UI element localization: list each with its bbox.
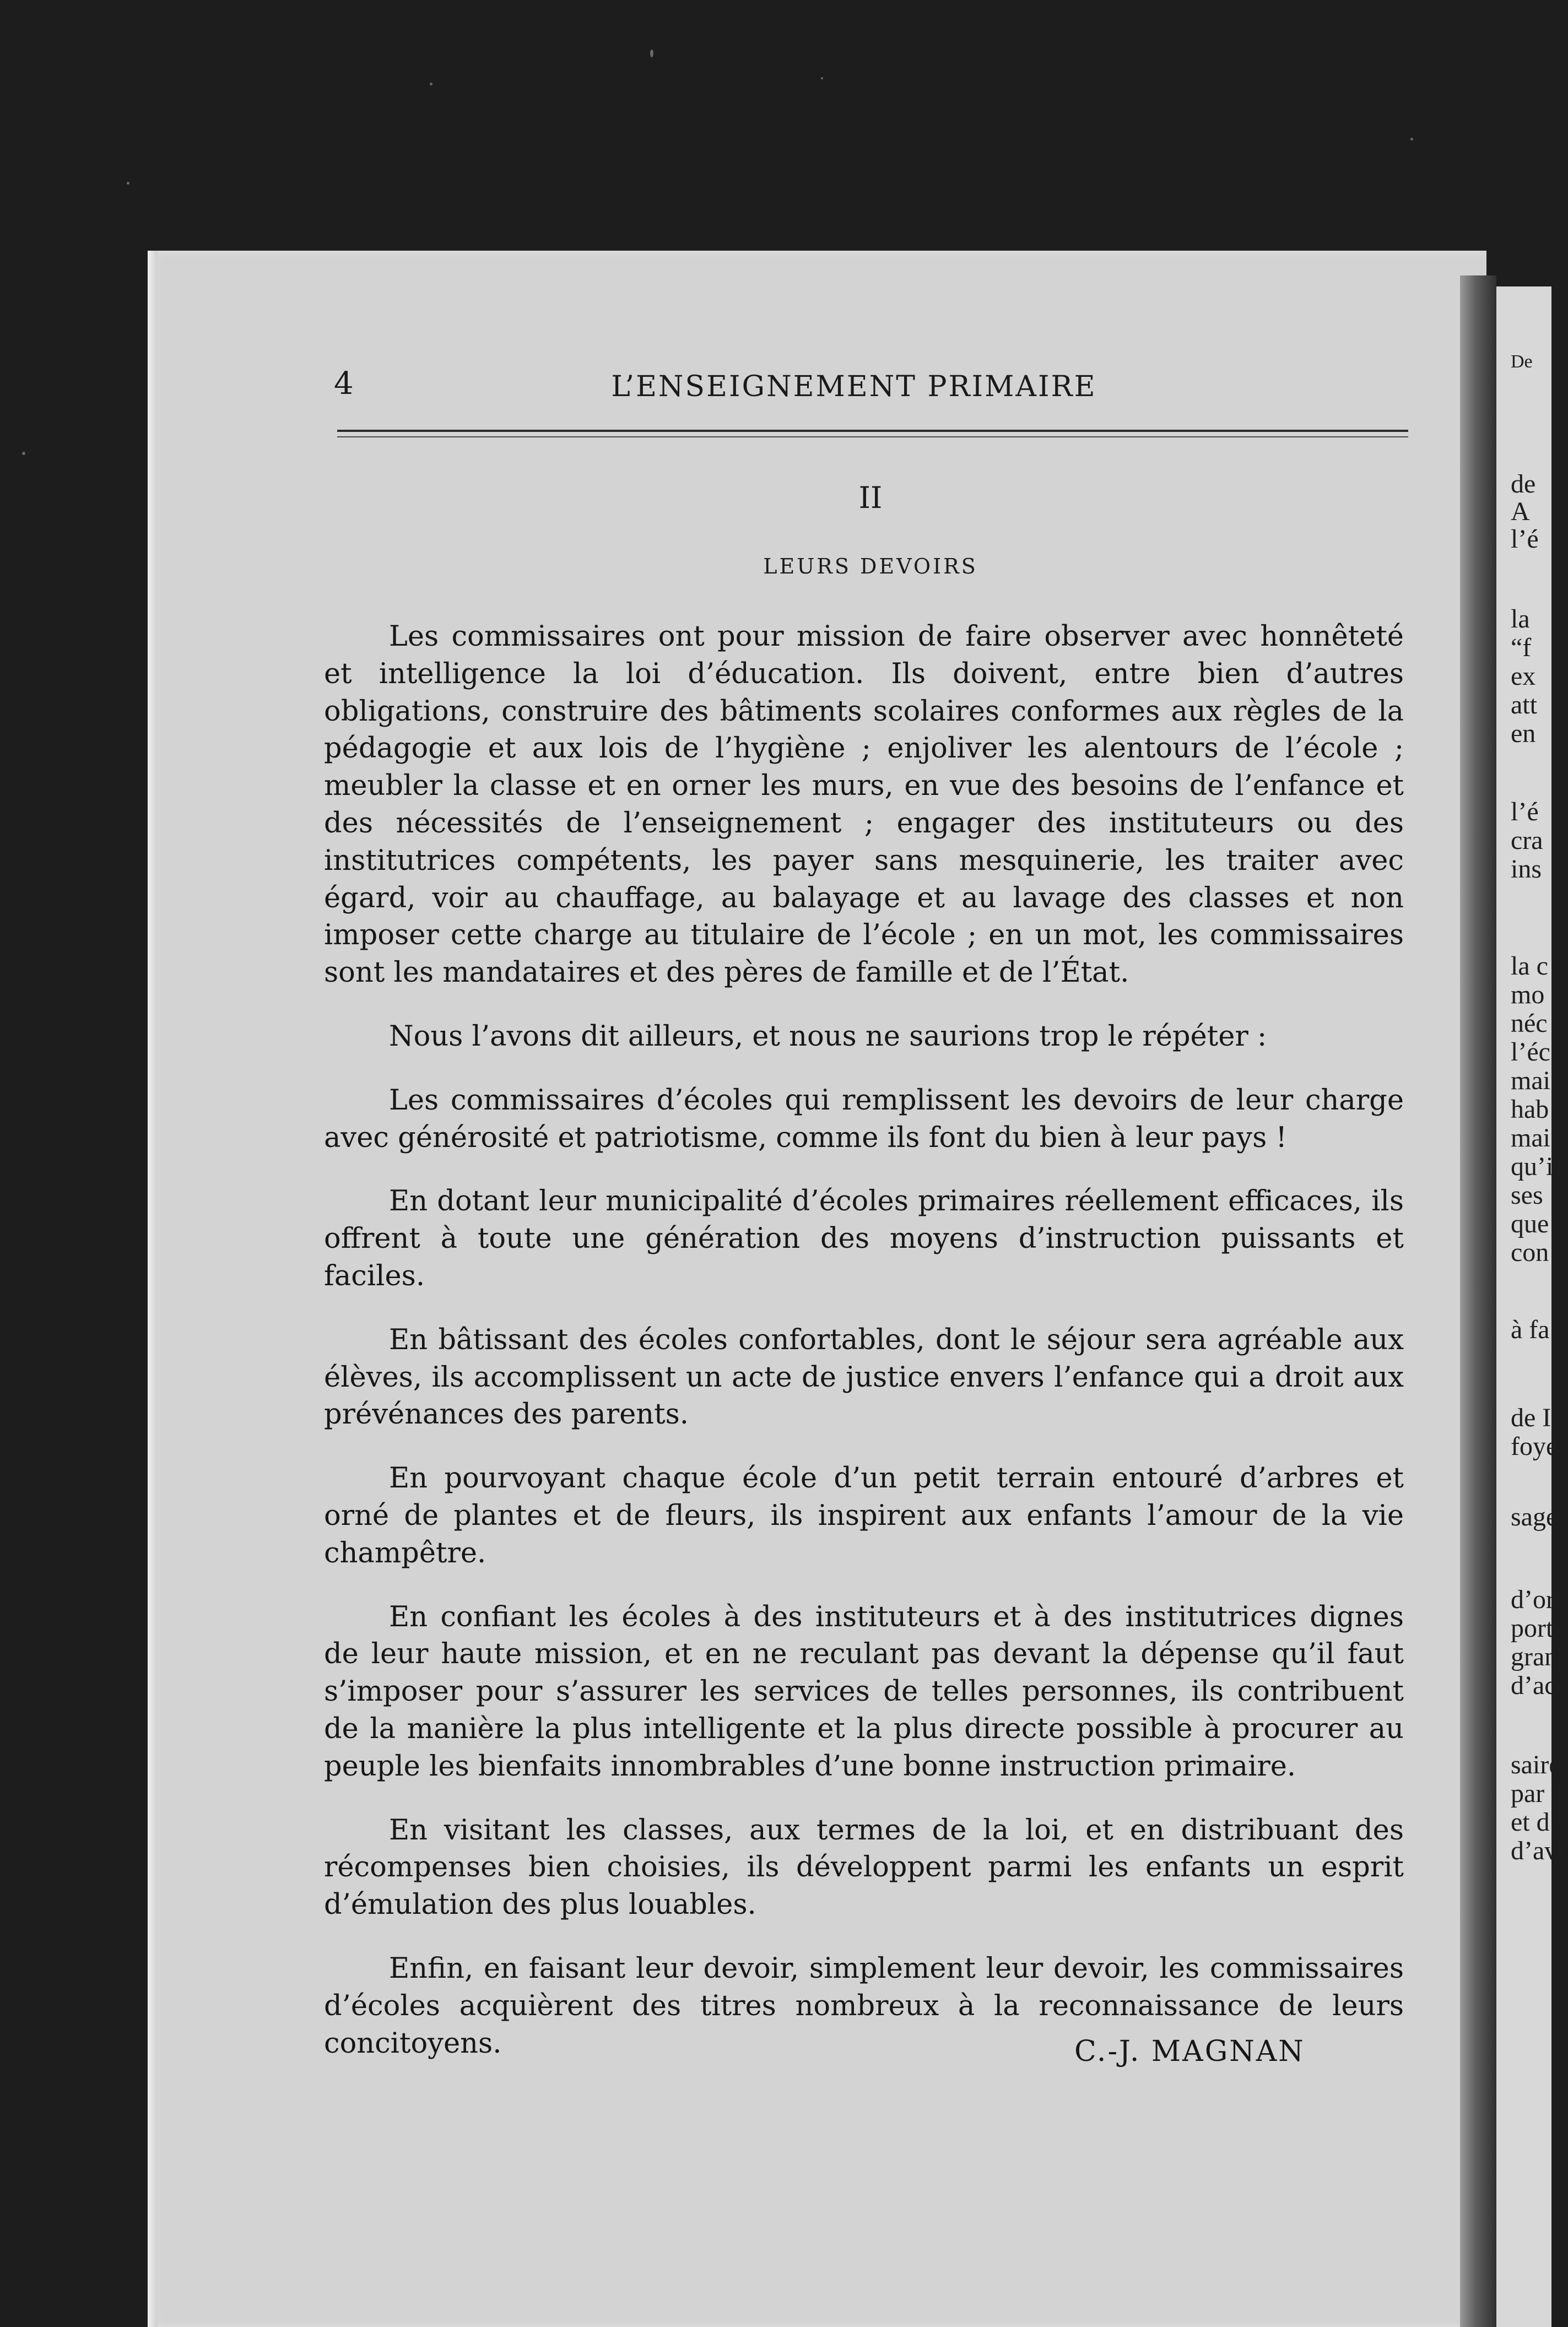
body-text [324, 618, 1404, 2088]
page-number: 4 [334, 366, 354, 402]
facing-page-fragment: saire [1511, 1750, 1561, 1779]
facing-page-fragment: que [1511, 1209, 1549, 1238]
facing-page-fragment: de I [1511, 1403, 1551, 1432]
scan-speck [821, 77, 823, 79]
paragraph: Les commissaires d’écoles qui remplissent les devoirs de leur charge avec générosité et patriotisme, comme ils font du bien à leur pays ! [324, 1084, 1404, 1154]
book-gutter [1460, 275, 1496, 2327]
facing-page-fragment: à fa [1511, 1315, 1550, 1344]
paragraph: En bâtissant des écoles confortables, dont le séjour sera agréable aux élèves, ils accomplissent un acte de justice envers l’enfance qui a droit aux prévénances des parents. [324, 1323, 1404, 1431]
paragraph: En visitant les classes, aux termes de la loi, et en distribuant des récompenses bien choisies, ils développent parmi les enfants un esprit d’émulation des plus louables. [324, 1814, 1404, 1922]
facing-page-fragment: de [1511, 469, 1536, 499]
facing-page-fragment: l’é [1511, 524, 1539, 554]
facing-page-fragment: ins [1511, 854, 1542, 884]
facing-page-fragment: att [1511, 690, 1537, 719]
facing-page-fragment: foye [1511, 1432, 1558, 1461]
facing-page-fragment: en [1511, 719, 1536, 748]
facing-page-fragment: l’é [1511, 797, 1539, 826]
facing-page-fragment: hab [1511, 1095, 1549, 1124]
facing-page-fragment: ex [1511, 662, 1536, 691]
facing-page-fragment: sage [1511, 1502, 1558, 1532]
paragraph: En dotant leur municipalité d’écoles primaires réellement efficaces, ils offrent à toute une génération des moyens d’instruction puissants et faciles. [324, 1185, 1404, 1292]
facing-page-fragment: néc [1511, 1009, 1548, 1038]
paragraph: Nous l’avons dit ailleurs, et nous ne saurions trop le répéter : [389, 1020, 1267, 1053]
section-title: LEURS DEVOIRS [763, 554, 978, 578]
author-signature: C.-J. MAGNAN [1074, 2035, 1305, 2068]
facing-page-fragment: mai [1511, 1066, 1550, 1095]
scan-speck [1410, 138, 1413, 140]
header-rule-thin [337, 436, 1408, 437]
scan-speck [22, 452, 25, 455]
paragraph: En confiant les écoles à des instituteurs et à des institutrices dignes de leur haute mission, et en ne reculant pas devant la dépense qu’il faut s’imposer pour s’assurer les services de telles personnes, ils contribuent de la manière la plus intelligente et la plus directe possible à procurer au peuple les bienfaits innombrables d’une bonne instruction primaire. [324, 1600, 1404, 1783]
facing-page-fragment: ses [1511, 1181, 1543, 1210]
facing-page [1496, 286, 1568, 2327]
facing-page-fragment: con [1511, 1238, 1549, 1267]
section-number: II [858, 480, 883, 515]
paragraph: Enfin, en faisant leur devoir, simplement leur devoir, les commissaires d’écoles acquièrent des titres nombreux à la reconnaissance de leurs concitoyens. [324, 1952, 1404, 2060]
paragraph: En pourvoyant chaque école d’un petit terrain entouré d’arbres et orné de plantes et de fleurs, ils inspirent aux enfants l’amour de la vie champêtre. [324, 1462, 1404, 1570]
scan-speck [650, 50, 653, 57]
facing-page-fragment: “f [1511, 633, 1532, 662]
facing-page-fragment: d’avi [1511, 1836, 1565, 1865]
facing-page-fragment: la c [1511, 951, 1548, 981]
page-left-edge [148, 251, 158, 2327]
header-rule [337, 430, 1408, 432]
scan-speck [127, 182, 129, 185]
facing-page-fragment: mai [1511, 1123, 1550, 1152]
scan-speck [430, 83, 432, 85]
facing-page-fragment: De [1511, 351, 1533, 372]
running-head: L’ENSEIGNEMENT PRIMAIRE [611, 370, 1097, 403]
facing-page-fragment: d’acc [1511, 1671, 1568, 1700]
facing-page-fragment: l’éc [1511, 1037, 1550, 1067]
facing-page-fragment: mo [1511, 980, 1545, 1009]
facing-page-fragment: d’ord [1511, 1585, 1568, 1614]
facing-page-fragment: qu’i [1511, 1152, 1554, 1181]
facing-page-fragment: par l [1511, 1779, 1559, 1808]
facing-page-fragment: cra [1511, 826, 1543, 855]
facing-page-fragment: A [1511, 497, 1530, 526]
facing-page-fragment: la [1511, 604, 1530, 634]
facing-page-fragment: port [1511, 1614, 1554, 1643]
facing-page-fragment: gran [1511, 1642, 1558, 1671]
facing-page-fragment: et d’ [1511, 1808, 1559, 1837]
paragraph: Les commissaires ont pour mission de faire observer avec honnêteté et intelligence la loi d’éducation. Ils doivent, entre bien d’autres obligations, construire des bâtiments scolaires conformes aux règles de la pédagogie et aux lois de l’hygiène ; enjoliver les alentours de l’école ; meubler la classe et en orner les murs, en vue des besoins de l’enfance et des nécessités de l’enseignement ; engager des instituteurs ou des institutrices compétents, les payer sans mesquinerie, les traiter avec égard, voir au chauffage, au balayage et au lavage des classes et non imposer cette charge au titulaire de l’école ; en un mot, les commissaires sont les mandataires et des pères de famille et de l’État. [324, 620, 1404, 989]
